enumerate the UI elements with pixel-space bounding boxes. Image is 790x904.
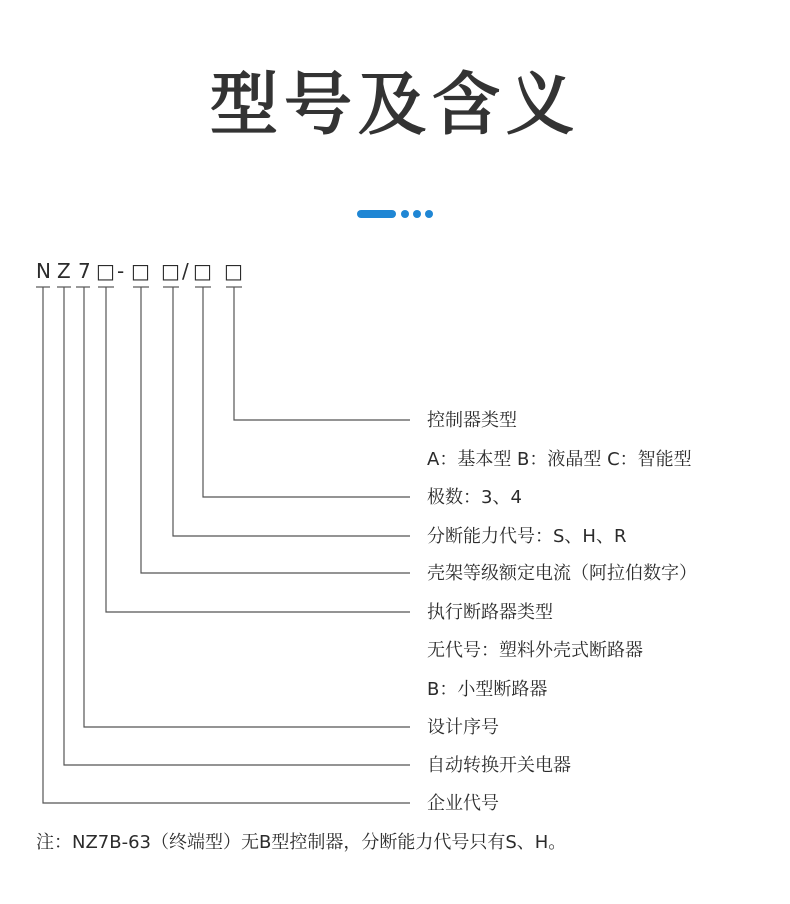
code-char: Z bbox=[57, 259, 71, 283]
bracket-controller-type bbox=[234, 287, 410, 420]
bracket-breaker-type bbox=[106, 287, 410, 612]
label-breaking-capacity: 分断能力代号：S、H、R bbox=[427, 526, 627, 547]
bracket-breaking-capacity bbox=[173, 287, 410, 536]
bracket-ats bbox=[64, 287, 410, 765]
footnote: 注：NZ7B-63（终端型）无B型控制器，分断能力代号只有S、H。 bbox=[36, 832, 567, 853]
label-poles: 极数：3、4 bbox=[427, 487, 522, 508]
code-box: □ bbox=[96, 259, 115, 283]
bracket-company-code bbox=[43, 287, 410, 803]
label-design-number: 设计序号 bbox=[427, 717, 499, 738]
code-char: N bbox=[36, 259, 51, 283]
label-company-code: 企业代号 bbox=[427, 793, 499, 814]
bracket-design-number bbox=[84, 287, 410, 727]
label-b-type: B：小型断路器 bbox=[427, 679, 548, 700]
page-title: 型号及含义 bbox=[209, 66, 580, 145]
bracket-rated-current bbox=[141, 287, 410, 573]
label-controller-type: 控制器类型 bbox=[427, 410, 517, 431]
label-rated-current: 壳架等级额定电流（阿拉伯数字） bbox=[427, 563, 697, 584]
code-char: - bbox=[117, 259, 125, 283]
code-char: / bbox=[182, 259, 189, 283]
label-breaker-type: 执行断路器类型 bbox=[427, 602, 553, 623]
label-no-code: 无代号：塑料外壳式断路器 bbox=[427, 640, 643, 661]
code-box: □ bbox=[131, 259, 150, 283]
code-char: 7 bbox=[78, 259, 91, 283]
code-box: □ bbox=[161, 259, 180, 283]
code-box: □ bbox=[193, 259, 212, 283]
code-box: □ bbox=[224, 259, 243, 283]
label-ats: 自动转换开关电器 bbox=[427, 755, 571, 776]
label-controller-options: A：基本型 B：液晶型 C：智能型 bbox=[427, 449, 692, 470]
